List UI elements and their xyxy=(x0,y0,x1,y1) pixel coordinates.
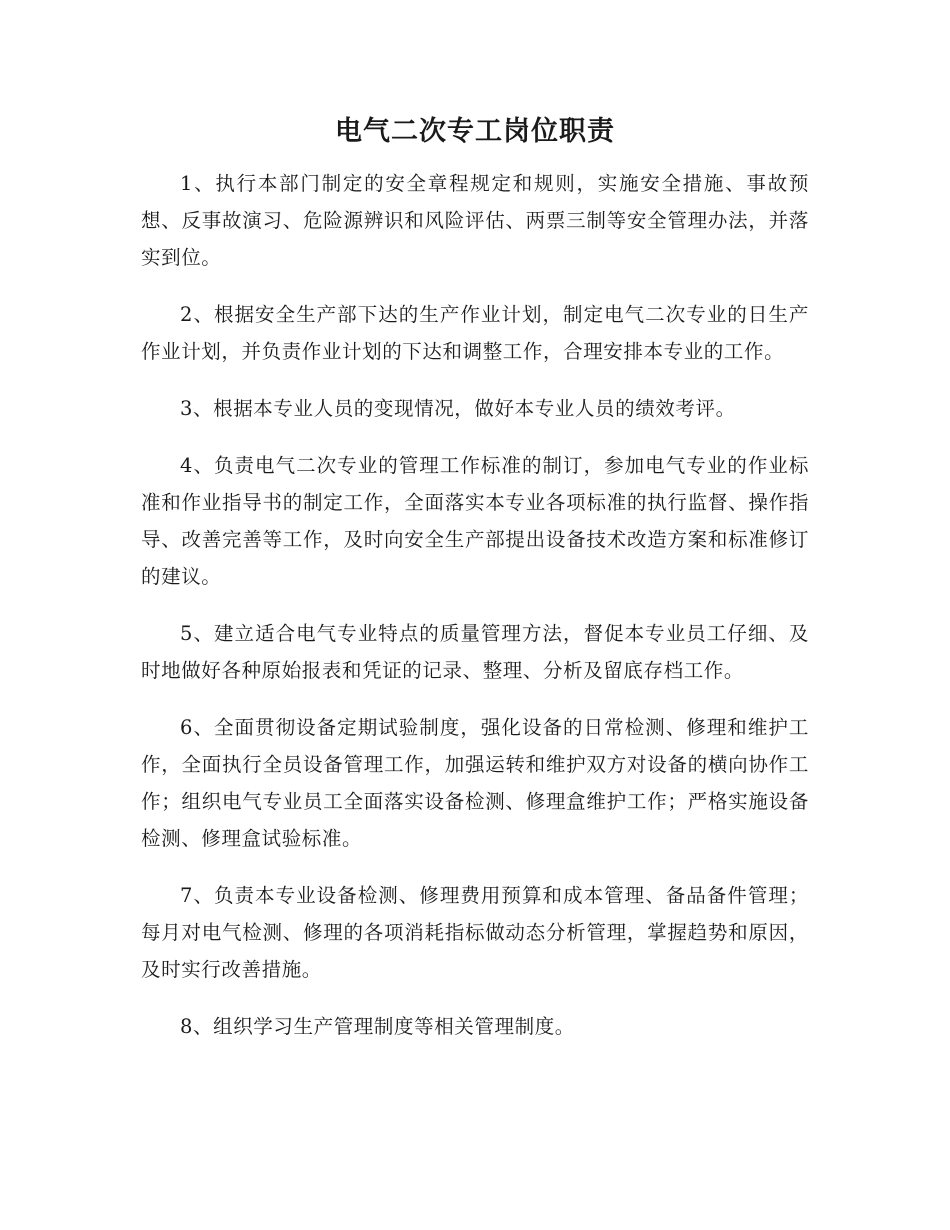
document-body xyxy=(141,165,809,1065)
duty-paragraph-2: 2、根据安全生产部下达的生产作业计划，制定电气二次专业的日生产作业计划，并负责作业计划的下达和调整工作，合理安排本专业的工作。 xyxy=(141,303,809,363)
duty-paragraph-6: 6、全面贯彻设备定期试验制度，强化设备的日常检测、修理和维护工作，全面执行全员设备管理工作，加强运转和维护双方对设备的横向协作工作；组织电气专业员工全面落实设备检测、修理盒维护工作；严格实施设备检测、修理盒试验标准。 xyxy=(141,716,809,850)
duty-paragraph-1: 1、执行本部门制定的安全章程规定和规则，实施安全措施、事故预想、反事故演习、危险源辨识和风险评估、两票三制等安全管理办法，并落实到位。 xyxy=(141,172,809,269)
duty-paragraph-4: 4、负责电气二次专业的管理工作标准的制订，参加电气专业的作业标准和作业指导书的制定工作，全面落实本专业各项标准的执行监督、操作指导、改善完善等工作，及时向安全生产部提出设备技术改造方案和标准修订的建议。 xyxy=(141,454,809,588)
duty-paragraph-8: 8、组织学习生产管理制度等相关管理制度。 xyxy=(180,1015,575,1038)
document-title: 电气二次专工岗位职责 xyxy=(335,116,615,147)
duty-paragraph-3: 3、根据本专业人员的变现情况，做好本专业人员的绩效考评。 xyxy=(180,397,736,420)
duty-paragraph-7: 7、负责本专业设备检测、修理费用预算和成本管理、备品备件管理；每月对电气检测、修理的各项消耗指标做动态分析管理，掌握趋势和原因，及时实行改善措施。 xyxy=(141,884,809,981)
duty-paragraph-5: 5、建立适合电气专业特点的质量管理方法，督促本专业员工仔细、及时地做好各种原始报表和凭证的记录、整理、分析及留底存档工作。 xyxy=(141,622,809,682)
